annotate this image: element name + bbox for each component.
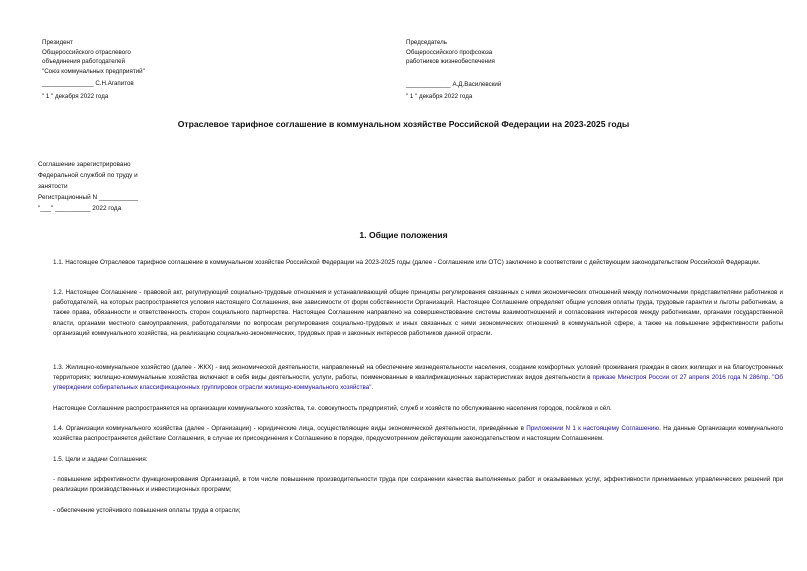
paragraph-1-3-text: 1.3. Жилищно-коммунальное хозяйство (далее - ЖКХ) - вид экономической деятельности, направленный на обеспечение жизнедеятельности населения, создание комфортных условий проживания граждан в своих жилищах и на благоустроенных территориях; жилищно-коммунальные хозяйства включают в себя виды деятельности, услуги, работы, поименованные в квалификационных характеристиках видов деятельности в	[53, 364, 783, 382]
registration-line-1: Соглашение зарегистрировано	[38, 161, 131, 168]
order-minstroy-link[interactable]: приказе Минстроя России от 27 апреля 2016 года N 286/пр. "Об утверждении собирательных классификационных группировок отрасли жилищно-коммунального хозяйства"	[53, 374, 784, 392]
right-signature-block	[406, 38, 501, 102]
right-signatory-org-line-1: Общероссийского профсоюза	[406, 48, 493, 56]
paragraph-1-4-end: . На данные Организации коммунального хозяйства распространяется действие Соглашения, в случае их присоединения к Соглашению в порядке, предусмотренном действующим законодательством и настоящим Соглашением.	[53, 425, 783, 443]
left-signature-line: _______________ С.Н.Агапитов	[42, 80, 134, 88]
paragraph-1-3-end: .	[371, 384, 374, 392]
paragraph-1-4	[38, 424, 783, 444]
paragraph-1-4-text: 1.4. Организации коммунального хозяйства (далее - Организации) - юридические лица, осуществляющие виды экономической деятельности, приведённые в	[53, 425, 524, 432]
paragraph-goal-2: - обеспечение устойчивого повышения оплаты труда в отрасли;	[53, 507, 241, 514]
registration-block	[38, 159, 138, 214]
left-signatory-position: Президент	[42, 39, 73, 46]
section-heading: 1. Общие положения	[359, 230, 448, 240]
paragraph-1-3	[38, 363, 783, 394]
paragraph-goal-1: - повышение эффективности функционирования Организаций, в том числе повышение производительности труда при сохранении качества выполняемых работ и оказываемых услуг, эффективности принимаемых управленческих решений при реализации производственных и инвестиционных программ;	[53, 476, 783, 494]
paragraph-1-5: 1.5. Цели и задачи Соглашения:	[53, 456, 148, 463]
right-signatory-org-line-2: работников жизнеобеспечения	[406, 58, 495, 66]
left-signature-date: " 1 " декабря 2022 года	[42, 92, 109, 100]
left-signature-block	[42, 38, 145, 102]
paragraph-scope: Настоящее Соглашение распространяется на организации коммунального хозяйства, т.е. совокупность предприятий, служб и хозяйств по обслуживанию населения городов, посёлков и сёл.	[53, 405, 612, 412]
appendix-1-link[interactable]: Приложении N 1 к настоящему Соглашению	[526, 425, 660, 432]
registration-date: "___" __________ 2022 года	[38, 205, 122, 212]
registration-number: Регистрационный N ___________	[38, 194, 138, 201]
paragraph-1-1: 1.1. Настоящее Отраслевое тарифное соглашение в коммунальном хозяйстве Российской Федерации на 2023-2025 годы (далее - Соглашение или ОТС) заключено в соответствии с действующим законодательством Российской Федерации.	[53, 259, 761, 266]
left-signatory-org-line-1: Общероссийского отраслевого	[42, 48, 131, 56]
right-signatory-position: Председатель	[406, 39, 447, 46]
document-title: Отраслевое тарифное соглашение в коммунальном хозяйстве Российской Федерации на 2023-2025 годы	[177, 119, 630, 129]
right-signature-line: _____________ А.Д.Василевский	[406, 80, 502, 88]
right-signature-date: " 1 " декабря 2022 года	[406, 93, 473, 101]
left-signatory-org-line-2: объединения работодателей	[42, 58, 126, 66]
registration-line-2: Федеральной службой по труду и	[38, 172, 138, 179]
registration-line-3: занятости	[38, 183, 68, 190]
left-signatory-org-line-3: "Союз коммунальных предприятий"	[42, 67, 145, 75]
paragraph-1-2: 1.2. Настоящее Соглашение - правовой акт, регулирующий социально-трудовые отношения и устанавливающий общие принципы регулирования связанных с ними экономических отношений между полномочными представителями работников и работодателей, на которых распространяется условия настоящего Соглашения, вне зависимости от форм собственности Организаций. Настоящее Соглашение определяет общие условия оплаты труда, трудовые гарантии и льготы работникам, а также права, обязанности и ответственность сторон социального партнерства. Настоящее Соглашение направлено на совершенствование системы взаимоотношений и согласования интересов между работниками, органами государственной власти, органами местного самоуправления, работодателями по вопросам регулирования социально-трудовых и иных связанных с ними экономических отношений в коммунальной сфере, а также на повышение эффективности работы организаций коммунального хозяйства, на реализацию социально-экономических, трудовых прав и законных интересов работников данной отрасли.	[53, 289, 783, 337]
